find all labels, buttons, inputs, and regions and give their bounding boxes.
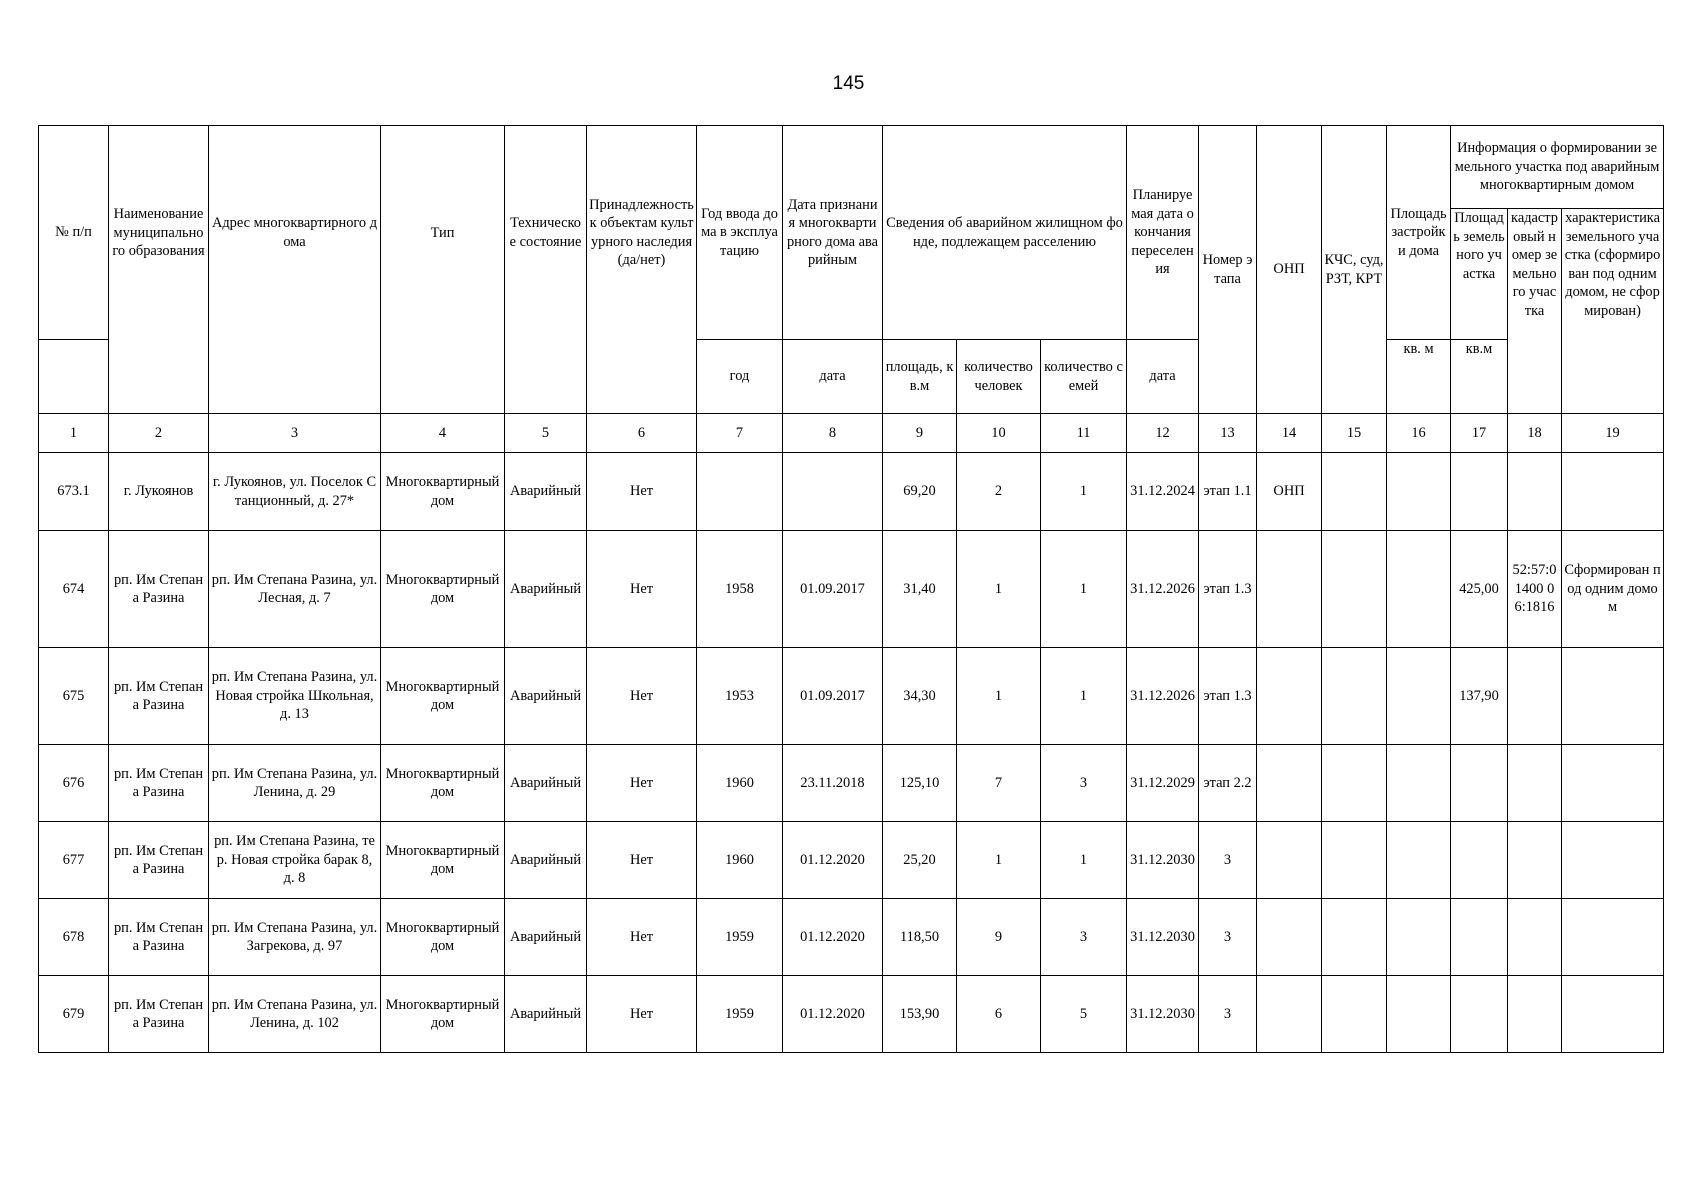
cell-people-count: 1 [957,648,1041,745]
cell-emergency-date: 23.11.2018 [783,745,883,822]
column-number: 4 [381,414,505,453]
cell-kchs [1322,899,1387,976]
cell-municipality: рп. Им Степана Разина [109,899,209,976]
cell-land-characteristic: Сформирован под одним домом [1562,531,1664,648]
header-onp: ОНП [1257,126,1322,414]
cell-land-area [1451,976,1508,1053]
column-number: 12 [1127,414,1199,453]
cell-year-commission [697,453,783,531]
cell-kchs [1322,976,1387,1053]
column-number: 11 [1041,414,1127,453]
cell-stage: 3 [1199,899,1257,976]
cell-planned-date: 31.12.2024 [1127,453,1199,531]
cell-family-count: 1 [1041,453,1127,531]
header-type-empty [381,340,505,414]
cell-cadastral-number [1508,745,1562,822]
cell-address: рп. Им Степана Разина, ул. Загрекова, д. 97 [209,899,381,976]
cell-people-count: 1 [957,822,1041,899]
cell-heritage: Нет [587,648,697,745]
cell-address: рп. Им Степана Разина, ул. Новая стройка Школьная, д. 13 [209,648,381,745]
cell-municipality: рп. Им Степана Разина [109,822,209,899]
page-number: 145 [832,73,865,94]
cell-address: рп. Им Степана Разина, ул. Ленина, д. 102 [209,976,381,1053]
table-row [39,899,1664,976]
header-num-empty [39,340,109,414]
header-cadastral-number: кадастровый номер земельного участка [1508,209,1562,414]
cell-land-area: 425,00 [1451,531,1508,648]
cell-area: 34,30 [883,648,957,745]
column-number: 14 [1257,414,1322,453]
cell-year-commission: 1960 [697,822,783,899]
cell-municipality: рп. Им Степана Разина [109,976,209,1053]
cell-emergency-date: 01.09.2017 [783,531,883,648]
cell-cadastral-number [1508,822,1562,899]
cell-tech-state: Аварийный [505,453,587,531]
cell-year-commission: 1960 [697,745,783,822]
cell-planned-date: 31.12.2030 [1127,899,1199,976]
column-number: 8 [783,414,883,453]
cell-stage: этап 1.1 [1199,453,1257,531]
table-row [39,976,1664,1053]
table-row [39,745,1664,822]
cell-planned-date: 31.12.2030 [1127,822,1199,899]
cell-address: рп. Им Степана Разина, ул. Лесная, д. 7 [209,531,381,648]
cell-row-number: 674 [39,531,109,648]
cell-planned-date: 31.12.2030 [1127,976,1199,1053]
cell-tech-state: Аварийный [505,899,587,976]
column-number: 9 [883,414,957,453]
cell-kchs [1322,822,1387,899]
header-municipality: Наименование муниципального образования [109,126,209,340]
cell-family-count: 3 [1041,745,1127,822]
cell-area: 118,50 [883,899,957,976]
cell-stage: 3 [1199,976,1257,1053]
cell-row-number: 677 [39,822,109,899]
cell-land-area [1451,745,1508,822]
cell-land-area [1451,453,1508,531]
column-number: 1 [39,414,109,453]
cell-build-area [1387,976,1451,1053]
header-num: № п/п [39,126,109,340]
column-number: 15 [1322,414,1387,453]
cell-heritage: Нет [587,453,697,531]
subheader-people: количество человек [957,340,1041,414]
column-number: 6 [587,414,697,453]
cell-municipality: рп. Им Степана Разина [109,648,209,745]
header-address: Адрес многоквартирного дома [209,126,381,340]
cell-family-count: 5 [1041,976,1127,1053]
column-number: 2 [109,414,209,453]
cell-stage: этап 1.3 [1199,648,1257,745]
header-year-commission: Год ввода дома в эксплуатацию [697,126,783,340]
cell-tech-state: Аварийный [505,976,587,1053]
header-type: Тип [381,126,505,340]
cell-land-characteristic [1562,976,1664,1053]
housing-register-table [38,125,1664,1053]
column-number: 16 [1387,414,1451,453]
cell-row-number: 678 [39,899,109,976]
cell-onp [1257,745,1322,822]
header-land-area: Площадь земельного участка [1451,209,1508,340]
header-build-area: Площадь застройки дома [1387,126,1451,340]
cell-building-type: Многоквартирный дом [381,899,505,976]
cell-people-count: 6 [957,976,1041,1053]
cell-building-type: Многоквартирный дом [381,648,505,745]
cell-stage: 3 [1199,822,1257,899]
cell-kchs [1322,453,1387,531]
header-tech-state-empty [505,340,587,414]
cell-heritage: Нет [587,822,697,899]
cell-people-count: 1 [957,531,1041,648]
table-row [39,531,1664,648]
subheader-year: год [697,340,783,414]
cell-emergency-date: 01.12.2020 [783,976,883,1053]
cell-row-number: 676 [39,745,109,822]
cell-municipality: рп. Им Степана Разина [109,745,209,822]
subheader-date: дата [783,340,883,414]
cell-address: рп. Им Степана Разина, тер. Новая стройка барак 8, д. 8 [209,822,381,899]
cell-municipality: рп. Им Степана Разина [109,531,209,648]
cell-land-area: 137,90 [1451,648,1508,745]
cell-building-type: Многоквартирный дом [381,531,505,648]
cell-onp [1257,822,1322,899]
cell-emergency-date [783,453,883,531]
cell-year-commission: 1958 [697,531,783,648]
header-heritage: Принадлежность к объектам культурного наследия (да/нет) [587,126,697,340]
header-emergency-date: Дата признания многоквартирного дома аварийным [783,126,883,340]
cell-row-number: 675 [39,648,109,745]
cell-cadastral-number [1508,899,1562,976]
cell-heritage: Нет [587,745,697,822]
cell-area: 69,20 [883,453,957,531]
cell-heritage: Нет [587,976,697,1053]
column-number: 3 [209,414,381,453]
subheader-build-area-unit: кв. м [1387,340,1451,414]
cell-family-count: 1 [1041,531,1127,648]
cell-stage: этап 1.3 [1199,531,1257,648]
header-land-info: Информация о формировании земельного участка под аварийным многоквартирным домом [1451,126,1664,209]
cell-onp [1257,531,1322,648]
table-row [39,453,1664,531]
cell-year-commission: 1953 [697,648,783,745]
table-row [39,822,1664,899]
cell-year-commission: 1959 [697,976,783,1053]
cell-kchs [1322,745,1387,822]
cell-area: 153,90 [883,976,957,1053]
column-number: 7 [697,414,783,453]
cell-build-area [1387,648,1451,745]
cell-onp: ОНП [1257,453,1322,531]
subheader-families: количество семей [1041,340,1127,414]
cell-land-characteristic [1562,453,1664,531]
cell-land-area [1451,899,1508,976]
cell-build-area [1387,453,1451,531]
cell-family-count: 1 [1041,648,1127,745]
cell-people-count: 9 [957,899,1041,976]
cell-family-count: 1 [1041,822,1127,899]
subheader-land-area-unit: кв.м [1451,340,1508,414]
cell-tech-state: Аварийный [505,822,587,899]
cell-cadastral-number [1508,453,1562,531]
cell-land-characteristic [1562,899,1664,976]
column-number-row [39,414,1664,453]
header-emergency-fund: Сведения об аварийном жилищном фонде, подлежащем расселению [883,126,1127,340]
cell-family-count: 3 [1041,899,1127,976]
column-number: 13 [1199,414,1257,453]
column-number: 17 [1451,414,1508,453]
header-stage: Номер этапа [1199,126,1257,414]
cell-building-type: Многоквартирный дом [381,976,505,1053]
cell-planned-date: 31.12.2029 [1127,745,1199,822]
cell-municipality: г. Лукоянов [109,453,209,531]
table-row [39,648,1664,745]
cell-land-area [1451,822,1508,899]
cell-building-type: Многоквартирный дом [381,453,505,531]
cell-build-area [1387,822,1451,899]
cell-tech-state: Аварийный [505,745,587,822]
cell-emergency-date: 01.09.2017 [783,648,883,745]
cell-address: рп. Им Степана Разина, ул. Ленина, д. 29 [209,745,381,822]
cell-row-number: 679 [39,976,109,1053]
cell-emergency-date: 01.12.2020 [783,822,883,899]
cell-cadastral-number: 52:57:01400 06:1816 [1508,531,1562,648]
header-municipality-empty [109,340,209,414]
subheader-plan-date: дата [1127,340,1199,414]
cell-tech-state: Аварийный [505,648,587,745]
cell-land-characteristic [1562,822,1664,899]
cell-heritage: Нет [587,899,697,976]
cell-address: г. Лукоянов, ул. Поселок Станционный, д. 27* [209,453,381,531]
cell-building-type: Многоквартирный дом [381,822,505,899]
header-address-empty [209,340,381,414]
cell-area: 25,20 [883,822,957,899]
cell-land-characteristic [1562,648,1664,745]
column-number: 10 [957,414,1041,453]
cell-heritage: Нет [587,531,697,648]
cell-people-count: 7 [957,745,1041,822]
cell-kchs [1322,648,1387,745]
cell-emergency-date: 01.12.2020 [783,899,883,976]
header-heritage-empty [587,340,697,414]
cell-onp [1257,976,1322,1053]
header-planned-date: Планируемая дата окончания переселения [1127,126,1199,340]
cell-build-area [1387,745,1451,822]
cell-tech-state: Аварийный [505,531,587,648]
column-number: 19 [1562,414,1664,453]
header-land-characteristic: характеристика земельного участка (сформирован под одним домом, не сформирован) [1562,209,1664,414]
table-body [39,414,1664,1053]
cell-planned-date: 31.12.2026 [1127,531,1199,648]
cell-area: 125,10 [883,745,957,822]
cell-onp [1257,899,1322,976]
header-kchs: КЧС, суд, РЗТ, КРТ [1322,126,1387,414]
cell-build-area [1387,899,1451,976]
cell-stage: этап 2.2 [1199,745,1257,822]
cell-land-characteristic [1562,745,1664,822]
cell-cadastral-number [1508,976,1562,1053]
cell-planned-date: 31.12.2026 [1127,648,1199,745]
cell-people-count: 2 [957,453,1041,531]
subheader-area: площадь, кв.м [883,340,957,414]
cell-build-area [1387,531,1451,648]
column-number: 18 [1508,414,1562,453]
cell-year-commission: 1959 [697,899,783,976]
cell-building-type: Многоквартирный дом [381,745,505,822]
column-number: 5 [505,414,587,453]
cell-area: 31,40 [883,531,957,648]
cell-row-number: 673.1 [39,453,109,531]
cell-onp [1257,648,1322,745]
cell-kchs [1322,531,1387,648]
cell-cadastral-number [1508,648,1562,745]
header-tech-state: Техническое состояние [505,126,587,340]
